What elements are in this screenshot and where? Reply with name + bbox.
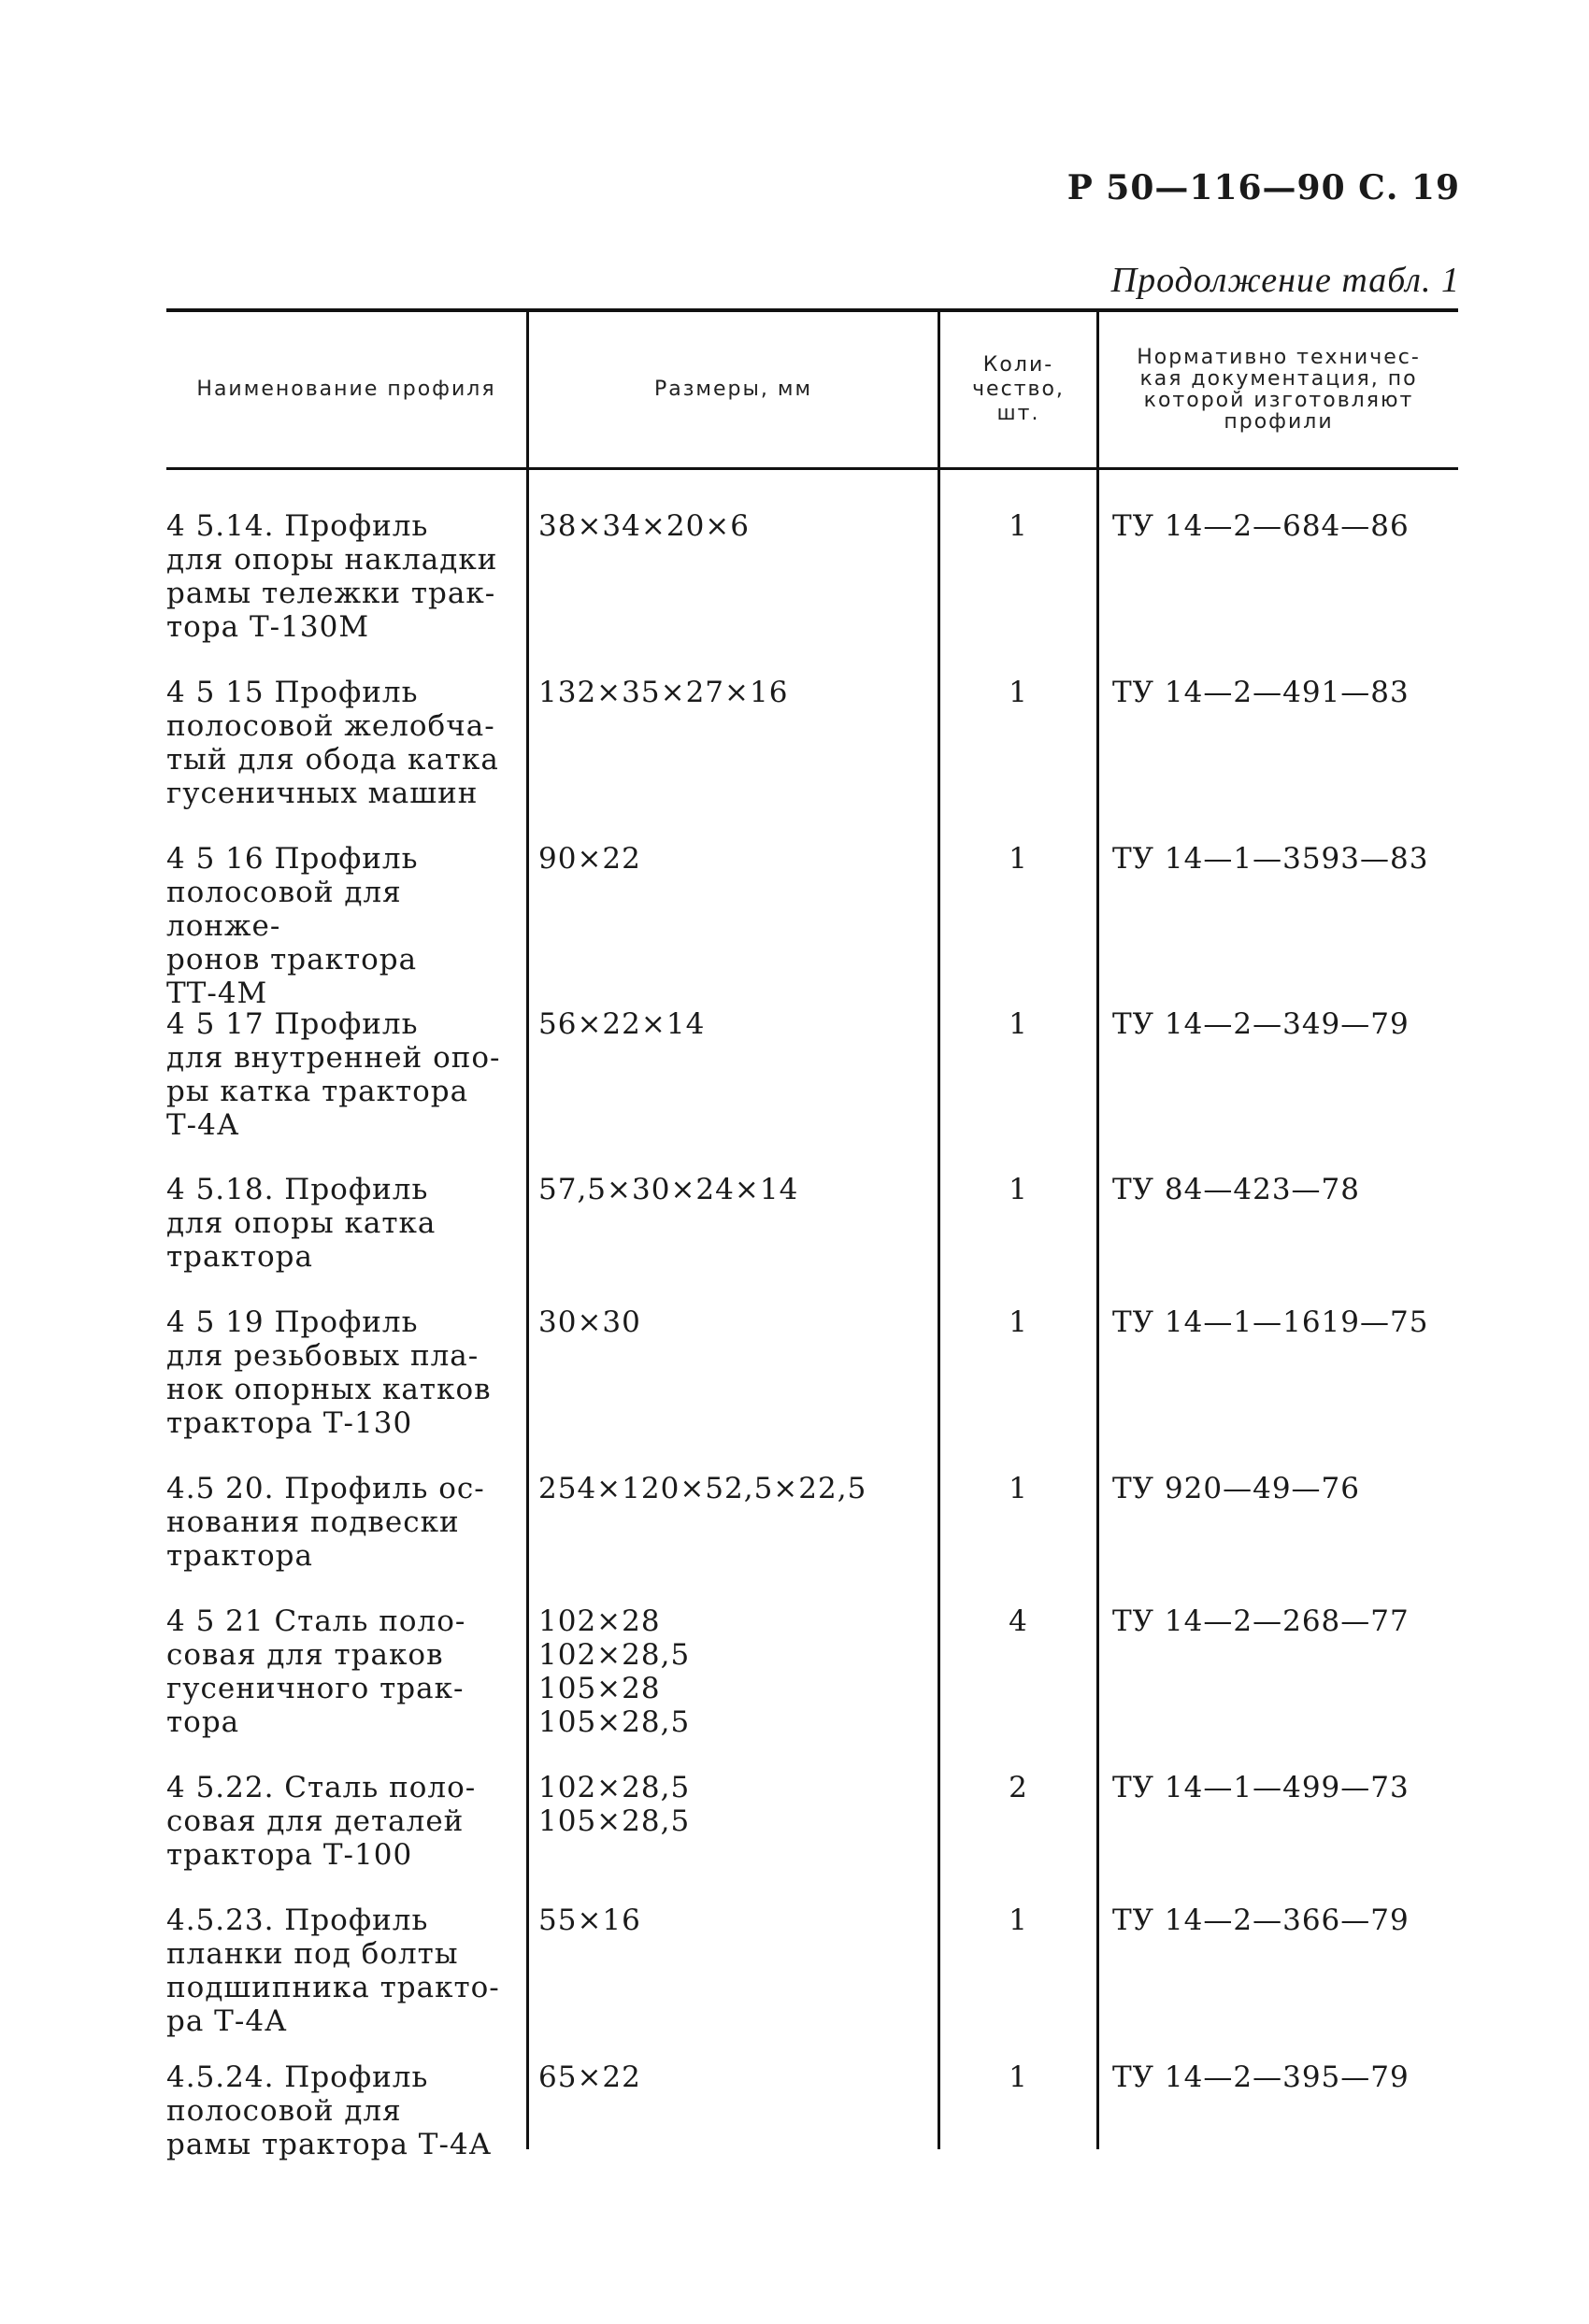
profile-quantity: 4 xyxy=(1009,1604,1028,1638)
profile-documentation: ТУ 14—1—499—73 xyxy=(1112,1771,1410,1804)
column-divider xyxy=(1096,470,1099,2149)
profile-name: 4.5 20. Профиль ос- нования подвески трактора xyxy=(166,1472,485,1573)
profile-name: 4 5 15 Профиль полосовой желобча- тый для обода катка гусеничных машин xyxy=(166,676,499,810)
profile-quantity: 2 xyxy=(1009,1771,1028,1804)
profile-dimensions: 55×16 xyxy=(538,1903,641,1937)
page-reference: Р 50—116—90 С. 19 xyxy=(1066,168,1460,207)
column-divider xyxy=(526,312,529,2149)
profile-documentation: ТУ 14—2—366—79 xyxy=(1112,1903,1410,1937)
header-dimensions: Размеры, мм xyxy=(653,378,813,401)
profile-quantity: 1 xyxy=(1009,1007,1028,1041)
profile-documentation: ТУ 14—2—268—77 xyxy=(1112,1604,1410,1638)
profile-documentation: ТУ 14—1—1619—75 xyxy=(1112,1305,1429,1339)
profile-documentation: ТУ 14—1—3593—83 xyxy=(1112,842,1429,876)
column-divider xyxy=(938,312,940,2149)
profile-name: 4 5.18. Профиль для опоры катка трактора xyxy=(166,1173,437,1274)
table-header-rule xyxy=(166,467,1458,470)
profile-quantity: 1 xyxy=(1009,1173,1028,1206)
profiles-table xyxy=(166,308,1458,2161)
table-continuation-caption: Продолжение табл. 1 xyxy=(1110,261,1460,300)
profile-quantity: 1 xyxy=(1009,2060,1028,2094)
profile-documentation: ТУ 14—2—395—79 xyxy=(1112,2060,1410,2094)
profile-name: 4 5 19 Профиль для резьбовых пла- нок опорных катков трактора Т-130 xyxy=(166,1305,492,1440)
profile-quantity: 1 xyxy=(1009,509,1028,543)
profile-dimensions: 132×35×27×16 xyxy=(538,676,789,709)
profile-dimensions: 56×22×14 xyxy=(538,1007,706,1041)
profile-name: 4 5.22. Сталь поло- совая для деталей трактора Т-100 xyxy=(166,1771,477,1872)
profile-quantity: 1 xyxy=(1009,1903,1028,1937)
profile-dimensions: 90×22 xyxy=(538,842,641,876)
profile-quantity: 1 xyxy=(1009,842,1028,876)
header-documentation: Нормативно техничес- кая документация, по которой изготовляют профили xyxy=(1137,346,1421,434)
header-profile-name: Наименование профиля xyxy=(196,378,496,401)
profile-documentation: ТУ 920—49—76 xyxy=(1112,1472,1360,1505)
profile-name: 4 5.14. Профиль для опоры накладки рамы тележки трак- тора Т-130М xyxy=(166,509,498,644)
profile-dimensions: 57,5×30×24×14 xyxy=(538,1173,799,1206)
profile-documentation: ТУ 14—2—684—86 xyxy=(1112,509,1410,543)
profile-documentation: ТУ 14—2—491—83 xyxy=(1112,676,1410,709)
profile-dimensions: 102×28,5 105×28,5 xyxy=(538,1771,691,1838)
profile-quantity: 1 xyxy=(1009,1472,1028,1505)
profile-quantity: 1 xyxy=(1009,1305,1028,1339)
profile-dimensions: 38×34×20×6 xyxy=(538,509,750,543)
profile-dimensions: 254×120×52,5×22,5 xyxy=(538,1472,867,1505)
profile-documentation: ТУ 84—423—78 xyxy=(1112,1173,1360,1206)
profile-name: 4 5 21 Сталь поло- совая для траков гусеничного трак- тора xyxy=(166,1604,466,1739)
header-quantity: Коли- чество, шт. xyxy=(972,353,1065,425)
profile-dimensions: 102×28 102×28,5 105×28 105×28,5 xyxy=(538,1604,691,1739)
profile-name: 4 5 17 Профиль для внутренней опо- ры катка трактора Т-4А xyxy=(166,1007,501,1142)
profile-dimensions: 65×22 xyxy=(538,2060,641,2094)
profile-name: 4.5.24. Профиль полосовой для рамы трактора Т-4А xyxy=(166,2060,493,2161)
profile-documentation: ТУ 14—2—349—79 xyxy=(1112,1007,1410,1041)
profile-name: 4.5.23. Профиль планки под болты подшипника тракто- ра Т-4А xyxy=(166,1903,500,2038)
profile-quantity: 1 xyxy=(1009,676,1028,709)
profile-name: 4 5 16 Профиль полосовой для лонже- ронов трактора ТТ-4М xyxy=(166,842,419,1010)
profile-dimensions: 30×30 xyxy=(538,1305,641,1339)
